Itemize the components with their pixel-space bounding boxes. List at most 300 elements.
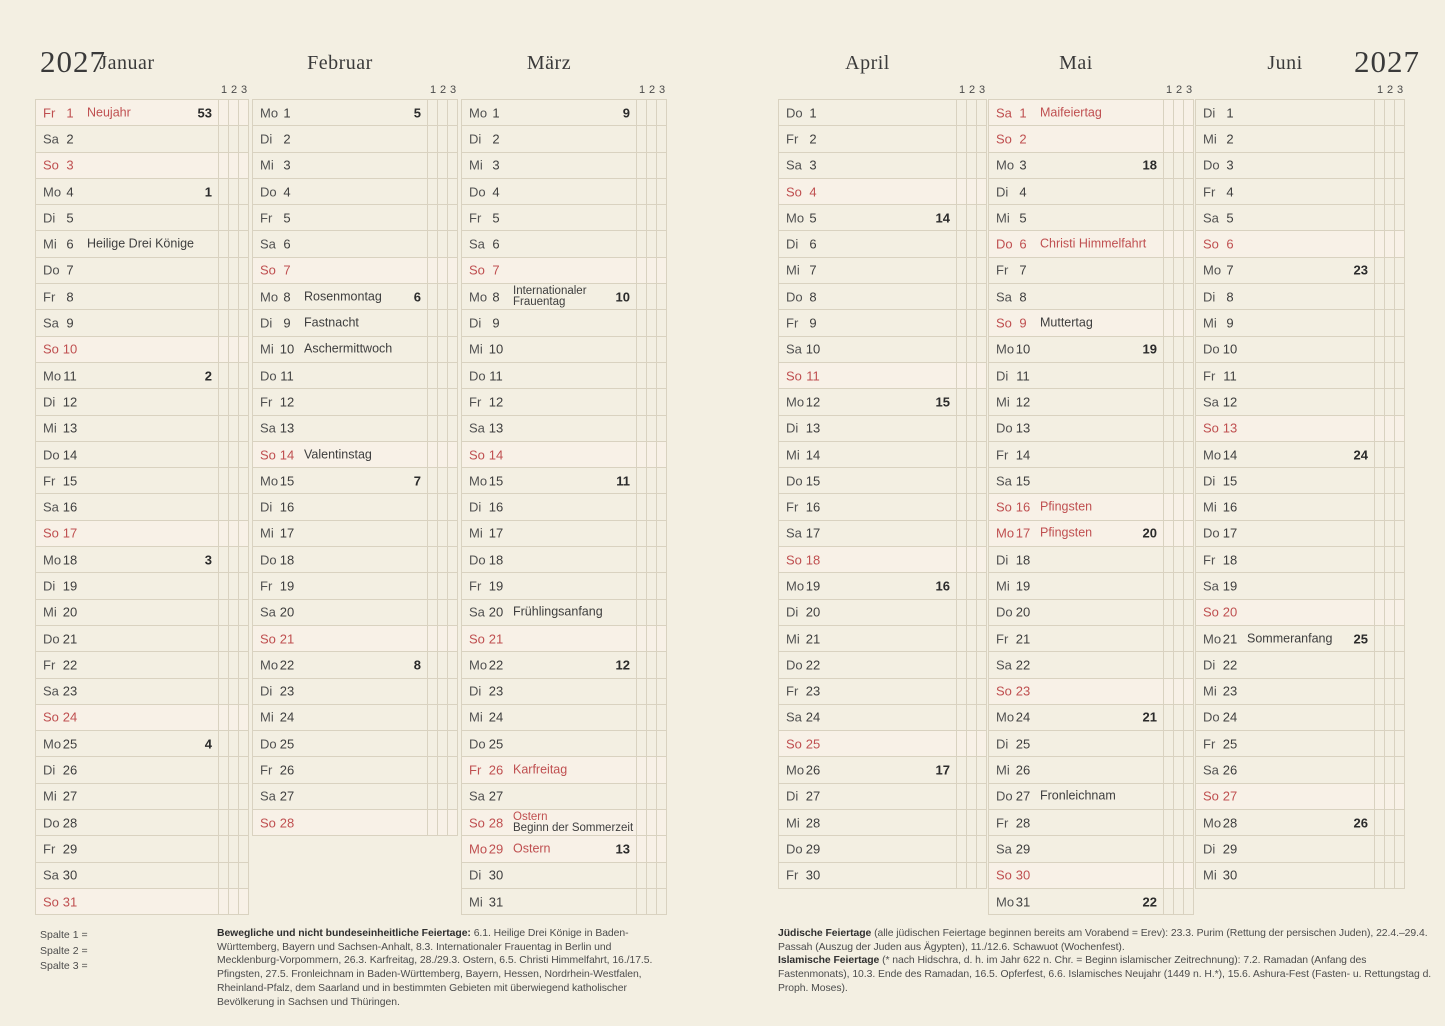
weekday-label: Di: [996, 736, 1009, 752]
spalte-cell-3: [448, 153, 458, 178]
spalte-cell-3: [239, 652, 249, 677]
day-cell: [988, 258, 1164, 283]
day-row: [35, 179, 249, 205]
day-number: 8: [1226, 289, 1234, 305]
day-cell: [252, 389, 428, 414]
day-row: [461, 679, 667, 705]
day-row: [252, 153, 458, 179]
day-cell: [35, 389, 219, 414]
spalte-cell-2: [1385, 731, 1395, 756]
day-number: 19: [279, 578, 295, 594]
day-number: 28: [1015, 815, 1031, 831]
spalte-cell-1: [1164, 126, 1174, 151]
day-row: [778, 757, 987, 783]
day-row: [1195, 836, 1405, 862]
day-row: [35, 205, 249, 231]
spalte-cell-2: [1385, 626, 1395, 651]
spalte-cell-1: [637, 652, 647, 677]
spalte-cell-1: [219, 494, 229, 519]
spalte-cell-1: [957, 521, 967, 546]
weekday-label: Sa: [786, 525, 802, 541]
day-number: 7: [1226, 262, 1234, 278]
spalte-cell-3: [448, 442, 458, 467]
day-cell: [461, 205, 637, 230]
spalte-cell-3: [1184, 284, 1194, 309]
spalte-cell-3: [239, 810, 249, 835]
weekday-label: Do: [260, 368, 277, 384]
day-number: 18: [62, 552, 78, 568]
spalte-cell-3: [448, 126, 458, 151]
spalte-cell-3: [977, 757, 987, 782]
day-number: 19: [1222, 578, 1238, 594]
spalte-cell-2: [229, 153, 239, 178]
day-cell: [252, 153, 428, 178]
weekday-label: Do: [786, 289, 803, 305]
spalte-cell-1: [637, 679, 647, 704]
weekday-label: So: [469, 447, 485, 462]
spalte-cell-3: [239, 705, 249, 730]
day-cell: [778, 731, 957, 756]
spalte-cell-1: [1375, 679, 1385, 704]
day-number: 5: [66, 210, 74, 226]
spalte-cell-3: [1184, 836, 1194, 861]
day-number: 15: [62, 473, 78, 489]
day-cell: [778, 284, 957, 309]
spalte-cell-3: [239, 153, 249, 178]
day-row: [1195, 731, 1405, 757]
day-number: 22: [1222, 657, 1238, 673]
day-number: 14: [488, 447, 504, 462]
spalte-cell-2: [438, 757, 448, 782]
day-row: [35, 284, 249, 310]
weekday-label: Mi: [469, 709, 483, 725]
day-cell: [1195, 784, 1375, 809]
day-number: 24: [805, 709, 821, 725]
week-number: 53: [197, 105, 212, 121]
day-cell: [1195, 442, 1375, 467]
spalte-cell-2: [1385, 679, 1395, 704]
holiday-line: Muttertag: [1040, 315, 1093, 330]
spalte-cell-3: [657, 547, 667, 572]
day-cell: [461, 521, 637, 546]
day-number: 11: [63, 368, 77, 384]
spalte-cell-3: [239, 284, 249, 309]
spalte-cell-3: [239, 679, 249, 704]
day-row: [35, 836, 249, 862]
spalte-cell-1: [1375, 442, 1385, 467]
day-cell: [1195, 205, 1375, 230]
day-cell: [461, 468, 637, 493]
spalte-cell-2: [967, 626, 977, 651]
day-row: [252, 205, 458, 231]
day-number: 21: [279, 631, 295, 647]
day-number: 11: [806, 368, 820, 384]
spalte-cell-3: [1395, 363, 1405, 388]
month-februar-grid: [252, 99, 458, 836]
day-cell: [988, 100, 1164, 125]
spalte-cell-3: [657, 258, 667, 283]
spalte-cell-3: [657, 889, 667, 914]
day-row: [35, 100, 249, 126]
weekday-label: Di: [996, 184, 1009, 200]
spalte-cell-1: [428, 153, 438, 178]
spalte-cell-2: [229, 363, 239, 388]
spalte-cell-2: [647, 205, 657, 230]
spalte-cell-1: [1375, 389, 1385, 414]
spalte-cell-2: [647, 258, 657, 283]
spalte-cell-2: [229, 889, 239, 914]
weekday-label: Fr: [260, 394, 273, 410]
day-cell: [461, 652, 637, 677]
spalte-cell-1: [428, 494, 438, 519]
day-number: 24: [279, 709, 295, 725]
spalte-cell-2: [647, 521, 657, 546]
holiday-label: [513, 842, 551, 855]
spalte-cell-2: [967, 389, 977, 414]
day-row: [778, 231, 987, 257]
day-row: [35, 810, 249, 836]
holiday-label: [1040, 501, 1092, 514]
day-cell: [1195, 600, 1375, 625]
spalte-cell-1: [428, 389, 438, 414]
spalte-cell-2: [647, 600, 657, 625]
weekday-label: Do: [996, 604, 1013, 620]
holiday-line: Fastnacht: [304, 315, 359, 330]
day-cell: [35, 126, 219, 151]
day-cell: [988, 468, 1164, 493]
spalte-cell-1: [957, 784, 967, 809]
spalte-cell-2: [647, 494, 657, 519]
month-juni-column-numbers: [1375, 84, 1405, 96]
spalte-cell-3: [1184, 521, 1194, 546]
weekday-label: Di: [1203, 289, 1216, 305]
weekday-label: Mo: [43, 368, 62, 384]
spalte-cell-3: [657, 231, 667, 256]
spalte-cell-1: [219, 389, 229, 414]
spalte-cell-1: [1375, 416, 1385, 441]
footnote-islamic-text: (* nach Hidschra, d. h. im Jahr 622 n. Chr. = Beginn islamischer Zeitrechnung): 7.2. Ramadan (Anfang des Fastenmonats), 10.3. Ende des Ramadan, 16.5. Opferfest, 6.6. Islamisches Neujahr (1449 n. H.*), 15.6. Ashura-Fest (Fasten- u. Rettungstag d. Proph. Moses).: [778, 955, 1432, 994]
weekday-label: Mi: [786, 631, 800, 647]
day-number: 26: [1015, 762, 1031, 778]
day-number: 20: [279, 604, 295, 620]
column-number-1: 1: [429, 84, 437, 96]
day-cell: [1195, 705, 1375, 730]
spalte-cell-3: [977, 442, 987, 467]
day-cell: [35, 416, 219, 441]
day-row: [461, 626, 667, 652]
weekday-label: Di: [43, 578, 56, 594]
spalte-cell-1: [1375, 757, 1385, 782]
day-row: [252, 705, 458, 731]
day-cell: [461, 442, 637, 467]
weekday-label: Fr: [43, 105, 56, 121]
spalte-cell-2: [229, 416, 239, 441]
weekday-label: Di: [260, 499, 273, 515]
spalte-cell-1: [219, 231, 229, 256]
holiday-line: Ostern: [513, 810, 548, 823]
day-row: [461, 468, 667, 494]
month-januar-column-numbers: [219, 84, 249, 96]
spalte-cell-3: [977, 705, 987, 730]
spalte-cell-1: [957, 494, 967, 519]
spalte-cell-3: [448, 731, 458, 756]
day-number: 10: [805, 341, 821, 357]
holiday-label: [1040, 106, 1102, 119]
column-number-3: 3: [978, 84, 986, 96]
footnote-islamic-heading: Islamische Feiertage: [778, 955, 880, 967]
spalte-cell-3: [448, 389, 458, 414]
spalte-cell-3: [977, 494, 987, 519]
spalte-cell-2: [967, 521, 977, 546]
day-row: [988, 810, 1194, 836]
day-cell: [461, 547, 637, 572]
weekday-label: Di: [260, 683, 273, 699]
spalte-cell-2: [647, 337, 657, 362]
day-cell: [35, 731, 219, 756]
day-row: [1195, 389, 1405, 415]
day-number: 10: [1015, 341, 1031, 357]
spalte-cell-3: [657, 784, 667, 809]
weekday-label: So: [260, 815, 276, 831]
spalte-cell-3: [1395, 494, 1405, 519]
spalte-cell-3: [1395, 679, 1405, 704]
spalte-cell-1: [637, 337, 647, 362]
holiday-line: Christi Himmelfahrt: [1040, 236, 1147, 251]
day-number: 13: [1015, 420, 1031, 436]
spalte-cell-3: [657, 363, 667, 388]
spalte-cell-1: [219, 205, 229, 230]
spalte-cell-1: [957, 153, 967, 178]
day-number: 2: [283, 131, 291, 147]
day-row: [988, 284, 1194, 310]
day-cell: [35, 600, 219, 625]
day-number: 30: [1015, 867, 1031, 883]
spalte-cell-2: [647, 626, 657, 651]
day-row: [252, 679, 458, 705]
holiday-label: [304, 290, 382, 303]
holiday-label: [304, 448, 372, 461]
spalte-cell-3: [977, 784, 987, 809]
weekday-label: Fr: [260, 210, 273, 226]
column-number-3: 3: [449, 84, 457, 96]
spalte-cell-3: [977, 310, 987, 335]
day-cell: [461, 494, 637, 519]
day-row: [252, 784, 458, 810]
day-cell: [35, 231, 219, 256]
weekday-label: Di: [1203, 841, 1216, 857]
day-cell: [461, 310, 637, 335]
weekday-label: Mo: [1203, 447, 1222, 462]
holiday-label: [1040, 317, 1093, 330]
day-row: [252, 389, 458, 415]
spalte-cell-1: [957, 205, 967, 230]
spalte-cell-3: [977, 100, 987, 125]
day-number: 22: [805, 657, 821, 673]
holiday-label: [1040, 238, 1146, 251]
day-row: [988, 521, 1194, 547]
day-row: [988, 153, 1194, 179]
day-row: [988, 836, 1194, 862]
spalte-cell-2: [229, 757, 239, 782]
spalte-cell-3: [977, 573, 987, 598]
day-number: 25: [805, 736, 821, 752]
spalte-cell-2: [229, 258, 239, 283]
spalte-cell-1: [1375, 337, 1385, 362]
day-number: 15: [805, 473, 821, 489]
day-number: 5: [492, 210, 500, 226]
day-number: 11: [489, 368, 503, 384]
spalte-cell-1: [637, 258, 647, 283]
day-cell: [988, 494, 1164, 519]
holiday-label: [513, 286, 587, 308]
spalte-cell-2: [967, 284, 977, 309]
spalte-cell-1: [637, 126, 647, 151]
day-row: [778, 416, 987, 442]
spalte-cell-2: [1174, 284, 1184, 309]
spalte-cell-3: [239, 231, 249, 256]
day-cell: [988, 521, 1164, 546]
week-number: 22: [1142, 894, 1157, 910]
day-row: [778, 784, 987, 810]
day-cell: [461, 863, 637, 888]
weekday-label: Mo: [260, 473, 279, 489]
column-number-2: 2: [1175, 84, 1183, 96]
week-number: 17: [935, 762, 950, 778]
day-row: [778, 810, 987, 836]
footnote-religious-holidays: [778, 927, 1438, 996]
day-number: 29: [1222, 841, 1238, 857]
spalte-cell-2: [229, 705, 239, 730]
day-number: 30: [62, 867, 78, 883]
day-row: [35, 363, 249, 389]
day-number: 29: [488, 841, 504, 857]
day-number: 12: [488, 394, 504, 410]
spalte-cell-2: [1385, 705, 1395, 730]
day-cell: [778, 547, 957, 572]
spalte-cell-1: [428, 284, 438, 309]
spalte-cell-1: [428, 731, 438, 756]
day-row: [778, 468, 987, 494]
spalte-cell-1: [428, 757, 438, 782]
day-number: 14: [1015, 447, 1031, 462]
spalte-cell-2: [1174, 126, 1184, 151]
spalte-cell-1: [1375, 363, 1385, 388]
day-number: 5: [1226, 210, 1234, 226]
spalte-cell-1: [637, 468, 647, 493]
day-row: [1195, 205, 1405, 231]
month-juni-title: Juni: [1267, 52, 1303, 74]
spalte-cell-2: [1174, 494, 1184, 519]
spalte-cell-3: [448, 468, 458, 493]
day-number: 8: [66, 289, 74, 305]
day-row: [35, 679, 249, 705]
weekday-label: Sa: [996, 289, 1012, 305]
column-number-1: 1: [638, 84, 646, 96]
holiday-label: [1247, 632, 1332, 645]
week-number: 14: [935, 210, 950, 226]
day-cell: [778, 310, 957, 335]
day-number: 3: [283, 157, 291, 173]
day-cell: [1195, 284, 1375, 309]
day-row: [1195, 442, 1405, 468]
week-number: 21: [1142, 709, 1157, 725]
spalte-cell-1: [428, 573, 438, 598]
weekday-label: Do: [786, 105, 803, 121]
spalte-cell-1: [1375, 126, 1385, 151]
spalte-cell-2: [438, 600, 448, 625]
day-cell: [1195, 310, 1375, 335]
day-number: 10: [279, 341, 295, 357]
day-cell: [778, 258, 957, 283]
day-cell: [778, 600, 957, 625]
day-cell: [252, 757, 428, 782]
holiday-label: [304, 317, 359, 330]
spalte-cell-2: [229, 337, 239, 362]
day-cell: [778, 126, 957, 151]
day-row: [461, 836, 667, 862]
day-number: 8: [1019, 289, 1027, 305]
spalte-cell-1: [1164, 205, 1174, 230]
spalte-cell-3: [657, 179, 667, 204]
spalte-cell-1: [637, 153, 647, 178]
week-number: 20: [1142, 525, 1157, 541]
spalte-cell-1: [1164, 757, 1174, 782]
weekday-label: Di: [786, 236, 799, 252]
day-number: 3: [66, 157, 74, 173]
spalte-cell-1: [428, 705, 438, 730]
day-number: 28: [1222, 815, 1238, 831]
day-number: 16: [488, 499, 504, 515]
day-cell: [778, 810, 957, 835]
day-row: [988, 363, 1194, 389]
weekday-label: Sa: [1203, 762, 1219, 778]
day-number: 27: [1015, 788, 1031, 804]
day-row: [35, 757, 249, 783]
spalte-cell-1: [1164, 231, 1174, 256]
spalte-cell-1: [637, 231, 647, 256]
day-row: [988, 757, 1194, 783]
spalte-cell-1: [957, 705, 967, 730]
spalte-cell-1: [1164, 179, 1174, 204]
spalte-cell-1: [957, 363, 967, 388]
weekday-label: So: [786, 368, 802, 384]
day-cell: [252, 284, 428, 309]
spalte-cell-3: [657, 679, 667, 704]
day-row: [252, 284, 458, 310]
day-number: 23: [62, 683, 78, 699]
day-row: [252, 231, 458, 257]
spalte-cell-1: [219, 126, 229, 151]
day-number: 14: [805, 447, 821, 462]
spalte-cell-3: [239, 757, 249, 782]
day-number: 20: [488, 604, 504, 620]
spalte-cell-2: [229, 205, 239, 230]
day-row: [1195, 100, 1405, 126]
day-cell: [778, 389, 957, 414]
day-cell: [252, 705, 428, 730]
day-cell: [35, 205, 219, 230]
day-cell: [1195, 679, 1375, 704]
spalte-cell-2: [647, 126, 657, 151]
day-row: [35, 547, 249, 573]
spalte-cell-1: [957, 810, 967, 835]
weekday-label: Fr: [260, 762, 273, 778]
spalte-cell-3: [1395, 468, 1405, 493]
spalte-cell-2: [1174, 363, 1184, 388]
spalte-cell-3: [977, 363, 987, 388]
spalte-cell-2: [1174, 626, 1184, 651]
weekday-label: Do: [260, 184, 277, 200]
